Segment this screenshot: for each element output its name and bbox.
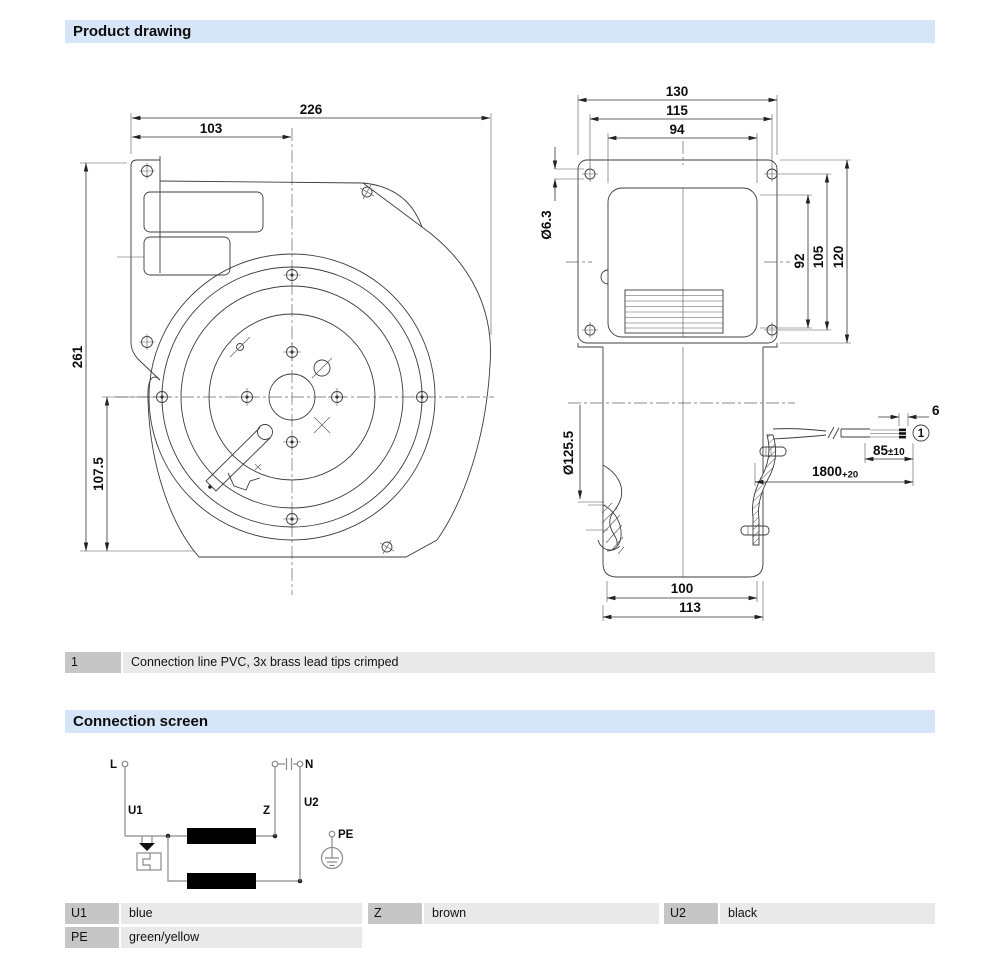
svg-text:113: 113	[679, 600, 701, 615]
svg-text:226: 226	[299, 102, 323, 117]
dimension-94	[608, 122, 757, 183]
svg-text:130: 130	[665, 84, 689, 99]
connection-cable	[773, 427, 906, 439]
lead-tip	[899, 432, 906, 435]
dimension-261	[70, 163, 195, 551]
dimension-inlet-diameter	[561, 405, 604, 502]
capacitor	[287, 758, 292, 770]
dimension-hole-diameter	[539, 147, 584, 240]
label-N: N	[305, 759, 314, 771]
legend-color-pe: green/yellow	[121, 927, 362, 948]
label-L: L	[110, 759, 118, 771]
detail-marks	[230, 337, 332, 470]
label-area	[144, 237, 230, 275]
dimension-107-5	[91, 397, 160, 551]
nameplate-area	[144, 192, 263, 232]
terminal-N	[297, 761, 303, 767]
inlet-venturi	[586, 465, 624, 554]
label-U1: U1	[128, 805, 143, 817]
dimension-85	[865, 443, 913, 486]
svg-text:103: 103	[199, 121, 223, 136]
label-PE: PE	[338, 829, 354, 841]
stator-stack	[625, 290, 723, 333]
legend-terminal-pe: PE	[65, 927, 119, 948]
svg-text:261: 261	[70, 345, 85, 369]
terminal-Z	[272, 761, 278, 767]
svg-text:6: 6	[932, 403, 940, 418]
mounting-flange	[131, 156, 160, 380]
cable-bracket	[741, 435, 786, 545]
svg-text:120: 120	[831, 245, 846, 269]
screw-symbols	[139, 163, 431, 558]
terminal-L	[122, 761, 128, 767]
dimension-100	[607, 581, 757, 602]
main-winding	[187, 828, 256, 844]
svg-text:Ø125.5: Ø125.5	[561, 430, 576, 476]
svg-text:1: 1	[917, 428, 925, 440]
dimension-105	[780, 174, 831, 330]
note-description-cell: Connection line PVC, 3x brass lead tips crimped	[123, 652, 935, 673]
dimension-103	[132, 121, 291, 137]
label-U2: U2	[304, 797, 319, 809]
svg-text:94: 94	[669, 122, 685, 137]
connection-diagram	[95, 748, 395, 903]
cable-gland	[206, 425, 273, 492]
housing-side-view	[568, 343, 795, 577]
callout-1-balloon	[913, 425, 929, 441]
lead-tip	[899, 429, 906, 432]
label-Z: Z	[263, 805, 271, 817]
product-drawing-side-view	[70, 90, 530, 640]
legend-terminal-u1: U1	[65, 903, 119, 924]
dimension-6	[878, 403, 940, 426]
lead-tip	[899, 436, 906, 439]
legend-terminal-z: Z	[368, 903, 422, 924]
svg-text:Ø6.3: Ø6.3	[539, 210, 554, 240]
svg-text:85±10: 85±10	[873, 443, 905, 458]
legend-terminal-u2: U2	[664, 903, 718, 924]
auxiliary-winding	[187, 873, 256, 889]
svg-text:105: 105	[811, 245, 826, 269]
svg-text:100: 100	[670, 581, 694, 596]
flange-outline	[566, 141, 790, 343]
note-ref-cell: 1	[65, 652, 121, 673]
svg-text:115: 115	[666, 103, 688, 118]
legend-color-z: brown	[424, 903, 659, 924]
svg-text:1800+20: 1800+20	[812, 464, 859, 481]
svg-text:92: 92	[792, 253, 807, 269]
section-header-connection-screen: Connection screen	[65, 710, 935, 733]
legend-color-u1: blue	[121, 903, 362, 924]
section-header-product-drawing: Product drawing	[65, 20, 935, 43]
thermal-protector	[137, 836, 161, 870]
product-drawing-flange-view	[540, 85, 980, 645]
svg-text:107.5: 107.5	[91, 457, 106, 491]
dimension-92	[760, 195, 812, 328]
dimension-1800	[755, 463, 913, 486]
legend-color-u2: black	[720, 903, 935, 924]
